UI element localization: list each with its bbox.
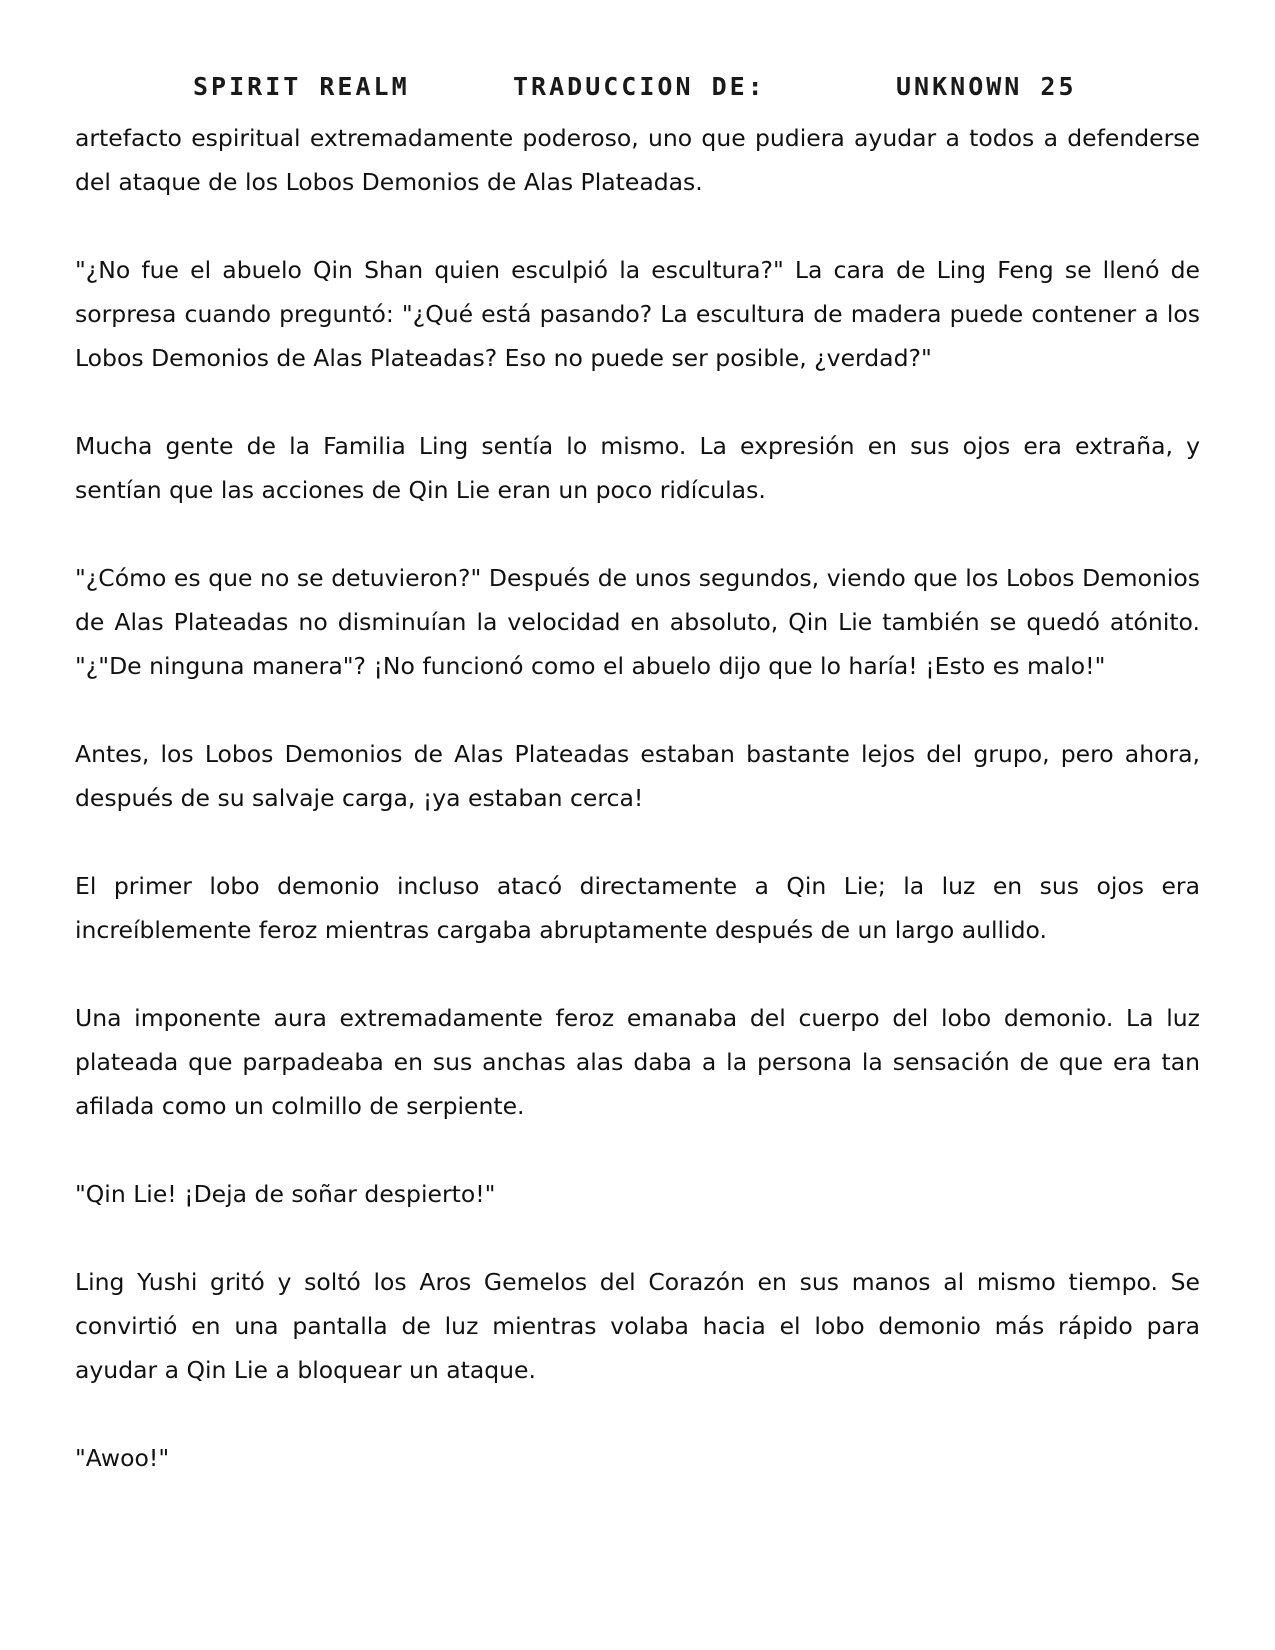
paragraph: "¿Cómo es que no se detuvieron?" Después de unos segundos, viendo que los Lobos Demonios de Alas Plateadas no disminuían la velocidad en absoluto, Qin Lie también se quedó atónito. "¿"De ninguna manera"? ¡No funcionó como el abuelo dijo que lo haría! ¡Esto es malo!" — [75, 564, 1200, 680]
paragraph: "Awoo!" — [75, 1444, 170, 1472]
paragraph: "Qin Lie! ¡Deja de soñar despierto!" — [75, 1180, 496, 1208]
paragraph: Una imponente aura extremadamente feroz emanaba del cuerpo del lobo demonio. La luz plateada que parpadeaba en sus anchas alas daba a la persona la sensación de que era tan afilada como un colmillo de serpiente. — [75, 1004, 1200, 1120]
paragraph: Ling Yushi gritó y soltó los Aros Gemelos del Corazón en sus manos al mismo tiempo. Se convirtió en una pantalla de luz mientras volaba hacia el lobo demonio más rápido para ayudar a Qin Lie a bloquear un ataque. — [75, 1268, 1200, 1384]
header-title: SPIRIT REALM — [193, 72, 410, 101]
paragraph: Mucha gente de la Familia Ling sentía lo mismo. La expresión en sus ojos era extraña, y sentían que las acciones de Qin Lie eran un poco ridículas. — [75, 432, 1200, 504]
page-header — [0, 72, 1275, 112]
paragraph: "¿No fue el abuelo Qin Shan quien esculpió la escultura?" La cara de Ling Feng se llenó de sorpresa cuando preguntó: "¿Qué está pasando? La escultura de madera puede contener a los Lobos Demonios de Alas Plateadas? Eso no puede ser posible, ¿verdad?" — [75, 256, 1200, 372]
paragraph: El primer lobo demonio incluso atacó directamente a Qin Lie; la luz en sus ojos era increíblemente feroz mientras cargaba abruptamente después de un largo aullido. — [75, 872, 1200, 944]
paragraph: artefacto espiritual extremadamente poderoso, uno que pudiera ayudar a todos a defenderse del ataque de los Lobos Demonios de Alas Plateadas. — [75, 124, 1200, 196]
header-translation-label: TRADUCCION DE: — [513, 72, 766, 101]
body-text — [75, 116, 1200, 1524]
header-translator-name: UNKNOWN 25 — [896, 72, 1077, 101]
paragraph: Antes, los Lobos Demonios de Alas Plateadas estaban bastante lejos del grupo, pero ahora, después de su salvaje carga, ¡ya estaban cerca! — [75, 740, 1200, 812]
